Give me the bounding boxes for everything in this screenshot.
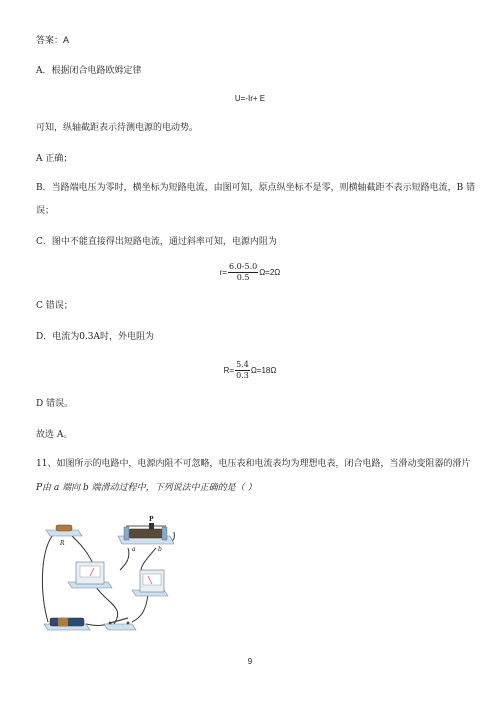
option-d-heading: D．电流为0.3A时，外电阻为: [36, 332, 155, 342]
formula3-lhs: R=: [223, 365, 235, 375]
wire-voltmeter-down: [94, 584, 118, 624]
switch: [104, 618, 136, 630]
formula3-denominator: 0.3: [236, 371, 249, 380]
wire-ammeter-to-switch: [132, 594, 148, 622]
option-a-text: 可知，纵轴截距表示待测电源的电动势。: [36, 123, 199, 133]
conclusion: 故选 A。: [36, 430, 73, 440]
option-b-line2: 误；: [36, 206, 55, 216]
option-a-verdict: A 正确；: [36, 154, 73, 164]
option-d-verdict: D 错误。: [36, 399, 74, 409]
formula-ohm-law: U=-Ir+ E: [234, 94, 266, 103]
battery: [44, 618, 90, 630]
option-b-line1: B．当路端电压为零时，横坐标为短路电流，由图可知，原点纵坐标不是零，则横轴截距不表示短路电流，B 错: [36, 183, 476, 193]
formula3-rhs: Ω=18Ω: [250, 365, 277, 375]
formula-external-resistance: [0, 360, 500, 384]
label-b: b: [158, 546, 162, 553]
label-R: R: [60, 540, 65, 547]
wire-r-to-voltmeter: [72, 536, 94, 566]
resistor-R: [46, 525, 82, 536]
formula2-fraction: [228, 262, 258, 283]
answer-line: 答案：A: [36, 35, 70, 45]
formula2-denominator: 0.5: [236, 273, 250, 282]
question-11-line1: 11、如图所示的电路中，电源内阻不可忽略，电压表和电流表均为理想电表，闭合电路，当滑动变阻器的滑片: [36, 459, 471, 469]
page-number: 9: [247, 657, 253, 666]
rheostat: [118, 523, 174, 544]
formula2-lhs: r=: [219, 267, 228, 277]
formula-internal-resistance: [0, 262, 500, 286]
ammeter: [132, 570, 168, 596]
option-a-heading: A．根据闭合电路欧姆定律: [36, 66, 142, 76]
option-c-heading: C．图中不能直接得出短路电流，通过斜率可知，电源内阻为: [36, 237, 277, 247]
formula3-fraction: [235, 360, 250, 381]
label-P: P: [149, 516, 154, 523]
formula3-numerator: 5.4: [236, 360, 249, 369]
circuit-diagram: [36, 514, 196, 636]
question-11-line2: P由 a 端向 b 端滑动过程中，下列说法中正确的是（ ）: [36, 483, 257, 493]
formula2-rhs: Ω=2Ω: [259, 267, 281, 277]
option-c-verdict: C 错误；: [36, 301, 73, 311]
voltmeter: [68, 562, 112, 588]
wire-rheostat-to-voltmeter: [120, 548, 129, 570]
label-a: a: [132, 546, 136, 553]
formula2-numerator: 6.0-5.0: [229, 262, 258, 271]
wire-left: [42, 536, 52, 622]
